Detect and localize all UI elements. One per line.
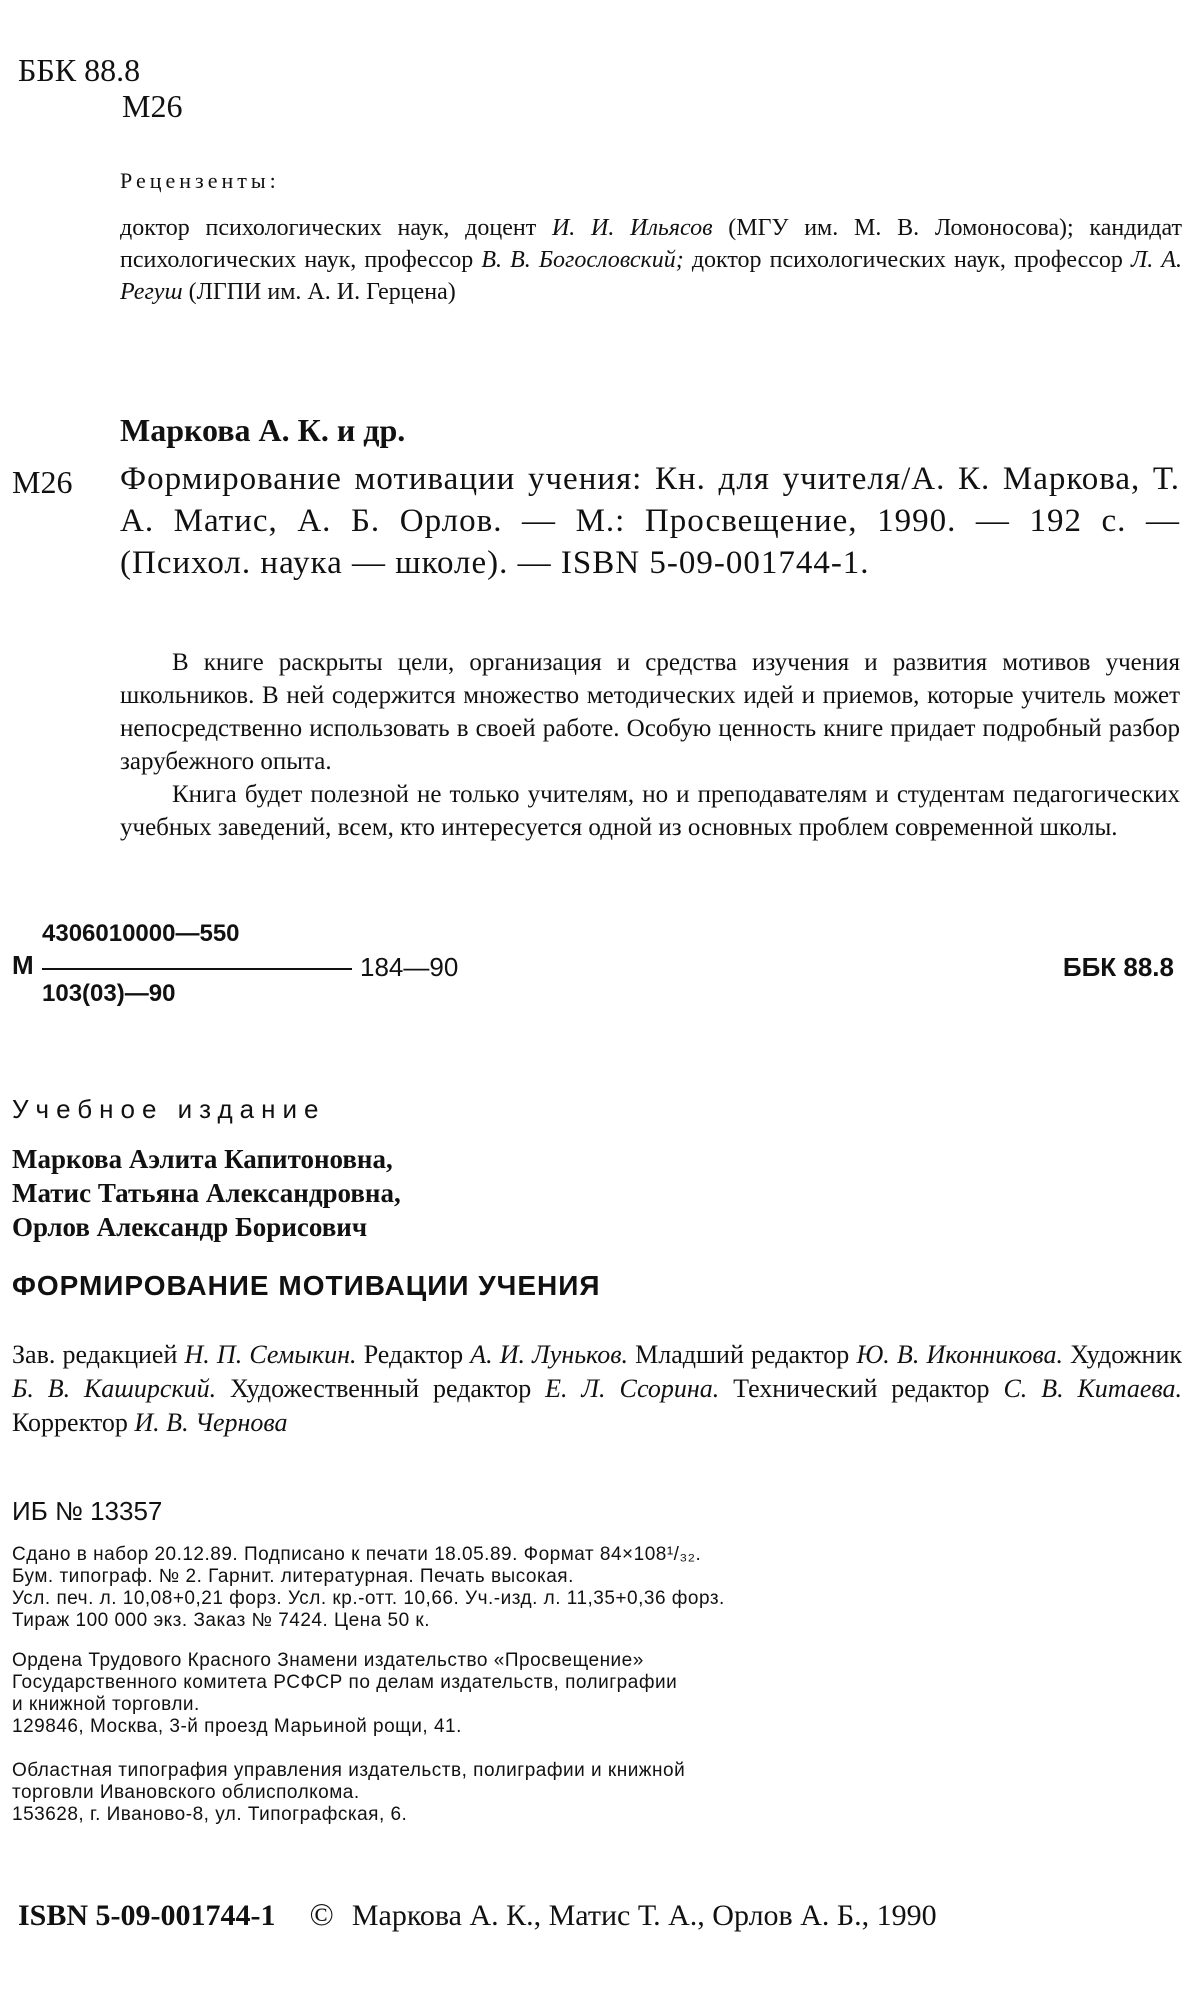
- fraction-line: [42, 968, 352, 970]
- reviewer-name: Л. А. Регуш: [120, 247, 1182, 305]
- reviewer-name: И. И. Ильясов: [551, 215, 713, 241]
- isbn: ISBN 5-09-001744-1: [18, 1899, 276, 1932]
- annotation-paragraph: В книге раскрыты цели, организация и средства изучения и развития мотивов учения школьников. В ней содержится множество методических идей и приемов, которые учитель может непосредственно использовать в своей работе. Особую ценность книге придает подробный разбор зарубежного опыта.: [120, 649, 1180, 775]
- printer-line: Областная типография управления издательств, полиграфии и книжной: [12, 1760, 686, 1781]
- edition-type: Учебное издание: [12, 1094, 326, 1124]
- staff-role: Зав. редакцией: [12, 1340, 185, 1369]
- copyright-text: Маркова А. К., Матис Т. А., Орлов А. Б., 1990: [351, 1899, 937, 1932]
- reviewers-part: (МГУ им. М. В. Ломоносова); кандидат психологических наук, профессор: [120, 215, 1183, 273]
- catalog-mark: М26: [12, 464, 73, 500]
- printer-line: торговли Ивановского облисполкома.: [12, 1782, 360, 1803]
- reviewers-part: доктор психологических наук, профессор: [683, 247, 1131, 273]
- staff-name: А. И. Луньков.: [470, 1340, 629, 1369]
- staff-name: С. В. Китаева.: [1003, 1374, 1182, 1403]
- imprint-line: Бум. типограф. № 2. Гарнит. литературная. Печать высокая.: [12, 1566, 574, 1587]
- catalog-author-heading: Маркова А. К. и др.: [120, 412, 406, 448]
- book-title: ФОРМИРОВАНИЕ МОТИВАЦИИ УЧЕНИЯ: [12, 1270, 601, 1301]
- staff-role: Младший редактор: [628, 1340, 857, 1369]
- imprint-line: Тираж 100 000 экз. Заказ № 7424. Цена 50 к.: [12, 1610, 431, 1631]
- publisher-line: и книжной торговли.: [12, 1694, 200, 1715]
- annotation-paragraph: Книга будет полезной не только учителям, но и преподавателям и студентам педагогических учебных заведений, всем, кто интересуется одной из основных проблем современной школы.: [120, 781, 1180, 841]
- catalog-entry: Формирование мотивации учения: Кн. для учителя/А. К. Маркова, Т. А. Матис, А. Б. Орлов. — М.: Просвещение, 1990. — 192 с. — (Психол. наука — школе). — ISBN 5-09-001744-1.: [120, 461, 1180, 581]
- staff-role: Художественный редактор: [216, 1374, 546, 1403]
- author-mark: М26: [122, 88, 183, 124]
- copyright-icon: ©: [309, 1896, 334, 1932]
- reviewers-text: [120, 212, 1182, 308]
- annotation: [120, 646, 1180, 844]
- reviewers-part: (ЛГПИ им. А. И. Герцена): [182, 279, 456, 305]
- index-suffix: 184—90: [360, 952, 459, 982]
- staff-name: Б. В. Каширский.: [12, 1374, 217, 1403]
- ib-number: ИБ № 13357: [12, 1496, 163, 1526]
- publisher-line: 129846, Москва, 3-й проезд Марьиной рощи, 41.: [12, 1716, 462, 1737]
- publisher-line: Ордена Трудового Красного Знамени издательство «Просвещение»: [12, 1650, 644, 1671]
- bbk-right: ББК 88.8: [1062, 952, 1174, 982]
- imprint-details: [12, 1544, 1182, 1632]
- printer-line: 153628, г. Иваново-8, ул. Типографская, 6.: [12, 1804, 408, 1825]
- index-letter: М: [12, 950, 34, 980]
- author-name: Маркова Аэлита Капитоновна,: [12, 1144, 393, 1174]
- reviewers-title: Рецензенты:: [120, 168, 280, 193]
- authors-full-names: [12, 1142, 401, 1244]
- isbn-copyright-line: [18, 1896, 937, 1933]
- publisher-line: Государственного комитета РСФСР по делам издательств, полиграфии: [12, 1672, 678, 1693]
- staff-name: Ю. В. Иконникова.: [856, 1340, 1063, 1369]
- editorial-staff: [12, 1338, 1182, 1440]
- printer-info: [12, 1760, 1182, 1826]
- author-name: Орлов Александр Борисович: [12, 1212, 368, 1242]
- staff-role: Редактор: [356, 1340, 471, 1369]
- bbk-classification: [18, 52, 182, 124]
- reviewer-name: В. В. Богословский;: [481, 247, 684, 273]
- reviewers-part: доктор психологических наук, доцент: [120, 215, 552, 241]
- staff-role: Корректор: [12, 1408, 135, 1437]
- staff-name: И. В. Чернова: [134, 1408, 288, 1437]
- bbk-code: ББК 88.8: [18, 52, 141, 88]
- author-name: Матис Татьяна Александровна,: [12, 1178, 401, 1208]
- staff-role: Художник: [1063, 1340, 1183, 1369]
- imprint-line: Сдано в набор 20.12.89. Подписано к печати 18.05.89. Формат 84×108¹/₃₂.: [12, 1544, 702, 1565]
- imprint-line: Усл. печ. л. 10,08+0,21 форз. Усл. кр.-отт. 10,66. Уч.-изд. л. 11,35+0,36 форз.: [12, 1588, 725, 1609]
- staff-name: Е. Л. Ссорина.: [545, 1374, 720, 1403]
- index-denominator: 103(03)—90: [42, 980, 176, 1007]
- index-numerator: 4306010000—550: [42, 920, 240, 947]
- publisher-info: [12, 1650, 1182, 1738]
- staff-name: Н. П. Семыкин.: [184, 1340, 357, 1369]
- staff-role: Технический редактор: [719, 1374, 1004, 1403]
